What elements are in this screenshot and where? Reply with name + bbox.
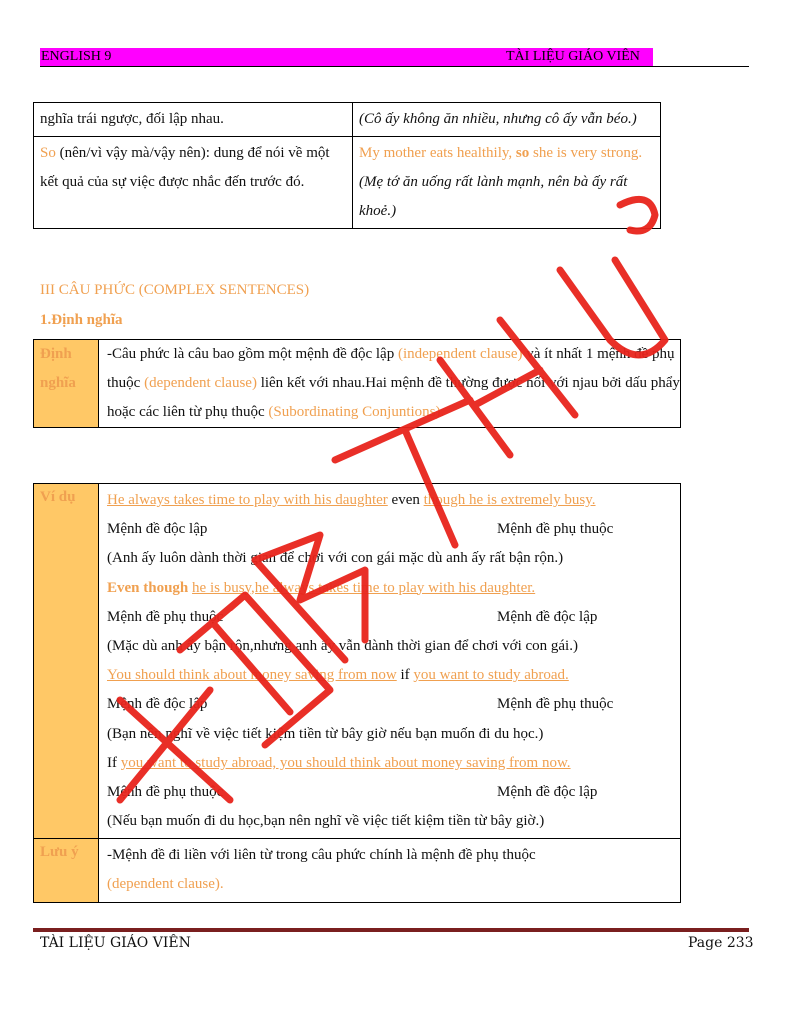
definition-text: và ít nhất 1 mệnh đề phụ thuộc xyxy=(107,346,675,391)
note-term: (dependent clause). xyxy=(107,876,224,893)
example-translation: (Mặc dù anh ấy bận rộn,nhưng anh ấy vẫn dành thời gian để chơi với con gái.) xyxy=(107,637,578,654)
page-number: Page 233 xyxy=(688,935,754,951)
term-dependent: (dependent clause) xyxy=(144,375,257,391)
connector: if xyxy=(396,667,414,684)
connector: If xyxy=(107,754,121,771)
table-row xyxy=(34,137,661,229)
definition-label: Định nghĩa xyxy=(34,340,99,428)
caption-left: Mệnh đề độc lập xyxy=(107,521,208,538)
example-sentence xyxy=(107,661,680,690)
table-row xyxy=(34,839,681,902)
dependent-clause: you want to study abroad. xyxy=(413,667,569,684)
independent-clause: he is busy,he always takes time to play with his daughter. xyxy=(192,579,536,596)
table-cell xyxy=(34,137,353,229)
term-subordinating: (Subordinating Conjuntions). xyxy=(268,404,445,420)
definition-content xyxy=(99,340,681,428)
table-cell xyxy=(353,137,661,229)
definition-table xyxy=(33,339,681,428)
example-so: so xyxy=(515,145,530,161)
clause-captions xyxy=(107,690,680,719)
caption-right: Mệnh đề độc lập xyxy=(497,783,598,800)
independent-clause: He always takes time to play with his daughter xyxy=(107,492,388,508)
definition-text: -Câu phức là câu bao gồm một mệnh đề độc lập xyxy=(107,346,398,362)
example-part-b: she is very strong. xyxy=(529,145,643,161)
dependent-clause: though he is extremely busy. xyxy=(423,492,596,508)
row1-translation: (Cô ấy không ăn nhiều, nhưng cô ấy vẫn béo.) xyxy=(359,111,637,127)
row1-description: nghĩa trái ngược, đối lập nhau. xyxy=(40,111,224,127)
table-row xyxy=(34,103,661,137)
caption-left: Mệnh đề độc lập xyxy=(107,696,208,713)
caption-right: Mệnh đề độc lập xyxy=(497,608,598,625)
conjunction-table xyxy=(33,102,661,229)
note-content xyxy=(99,839,681,902)
term-independent: (independent clause) xyxy=(397,346,523,362)
clause-captions xyxy=(107,778,680,807)
table-cell xyxy=(34,103,353,137)
caption-right: Mệnh đề phụ thuộc xyxy=(497,696,614,713)
header-rule xyxy=(40,66,749,67)
note-label: Lưu ý xyxy=(34,839,99,902)
note-text: -Mệnh đề đi liền với liên từ trong câu phức chính là mệnh đề phụ thuộc xyxy=(107,847,536,864)
example-sentence xyxy=(107,574,680,603)
clause-captions xyxy=(107,603,680,632)
examples-label: Ví dụ xyxy=(34,484,99,839)
examples-content xyxy=(99,484,681,839)
example-sentence xyxy=(107,749,680,778)
caption-left: Mệnh đề phụ thuộc xyxy=(107,608,224,625)
dependent-clause: you want to study abroad, you should think about money saving from now. xyxy=(120,754,571,771)
table-row xyxy=(34,340,681,428)
section-heading: III CÂU PHỨC (COMPLEX SENTENCES) xyxy=(40,282,310,298)
caption-left: Mệnh đề phụ thuộc xyxy=(107,783,224,800)
examples-table xyxy=(33,483,681,903)
example-translation: (Mẹ tớ ăn uống rất lành mạnh, nên bà ấy rất khoẻ.) xyxy=(359,174,628,219)
connector: even xyxy=(387,492,424,508)
conjunction-so: So xyxy=(40,145,56,161)
definition-text: liên kết với nhau.Hai mệnh đề thường được nối với njau bởi dấu phẩy hoặc các liên từ phụ thuộc xyxy=(107,375,680,420)
so-description: (nên/vì vậy mà/vậy nên): dung để nói về một kết quả của sự việc được nhắc đến trước đó. xyxy=(40,145,330,190)
page-header xyxy=(40,48,749,67)
clause-captions xyxy=(107,515,680,544)
example-translation: (Anh ấy luôn dành thời gian để chơi với con gái mặc dù anh ấy rất bận rộn.) xyxy=(107,550,564,567)
section-subheading: 1.Định nghĩa xyxy=(40,312,123,328)
header-doc-type: TÀI LIỆU GIÁO VIÊN xyxy=(506,49,640,64)
footer-rule xyxy=(33,928,749,932)
example-translation: (Bạn nên nghĩ về việc tiết kiệm tiền từ bây giờ nếu bạn muốn đi du học.) xyxy=(107,725,544,742)
example-part-a: My mother eats healthily, xyxy=(359,145,516,161)
footer-doc-type: TÀI LIỆU GIÁO VIÊN xyxy=(40,935,191,951)
table-cell xyxy=(353,103,661,137)
header-subject: ENGLISH 9 xyxy=(41,49,112,64)
connector: Even though xyxy=(107,579,189,596)
example-sentence xyxy=(107,486,680,515)
table-row xyxy=(34,484,681,839)
caption-right: Mệnh đề phụ thuộc xyxy=(497,521,614,538)
independent-clause: You should think about money saving from now xyxy=(107,667,397,684)
example-translation: (Nếu bạn muốn đi du học,bạn nên nghĩ về việc tiết kiệm tiền từ bây giờ.) xyxy=(107,813,545,830)
